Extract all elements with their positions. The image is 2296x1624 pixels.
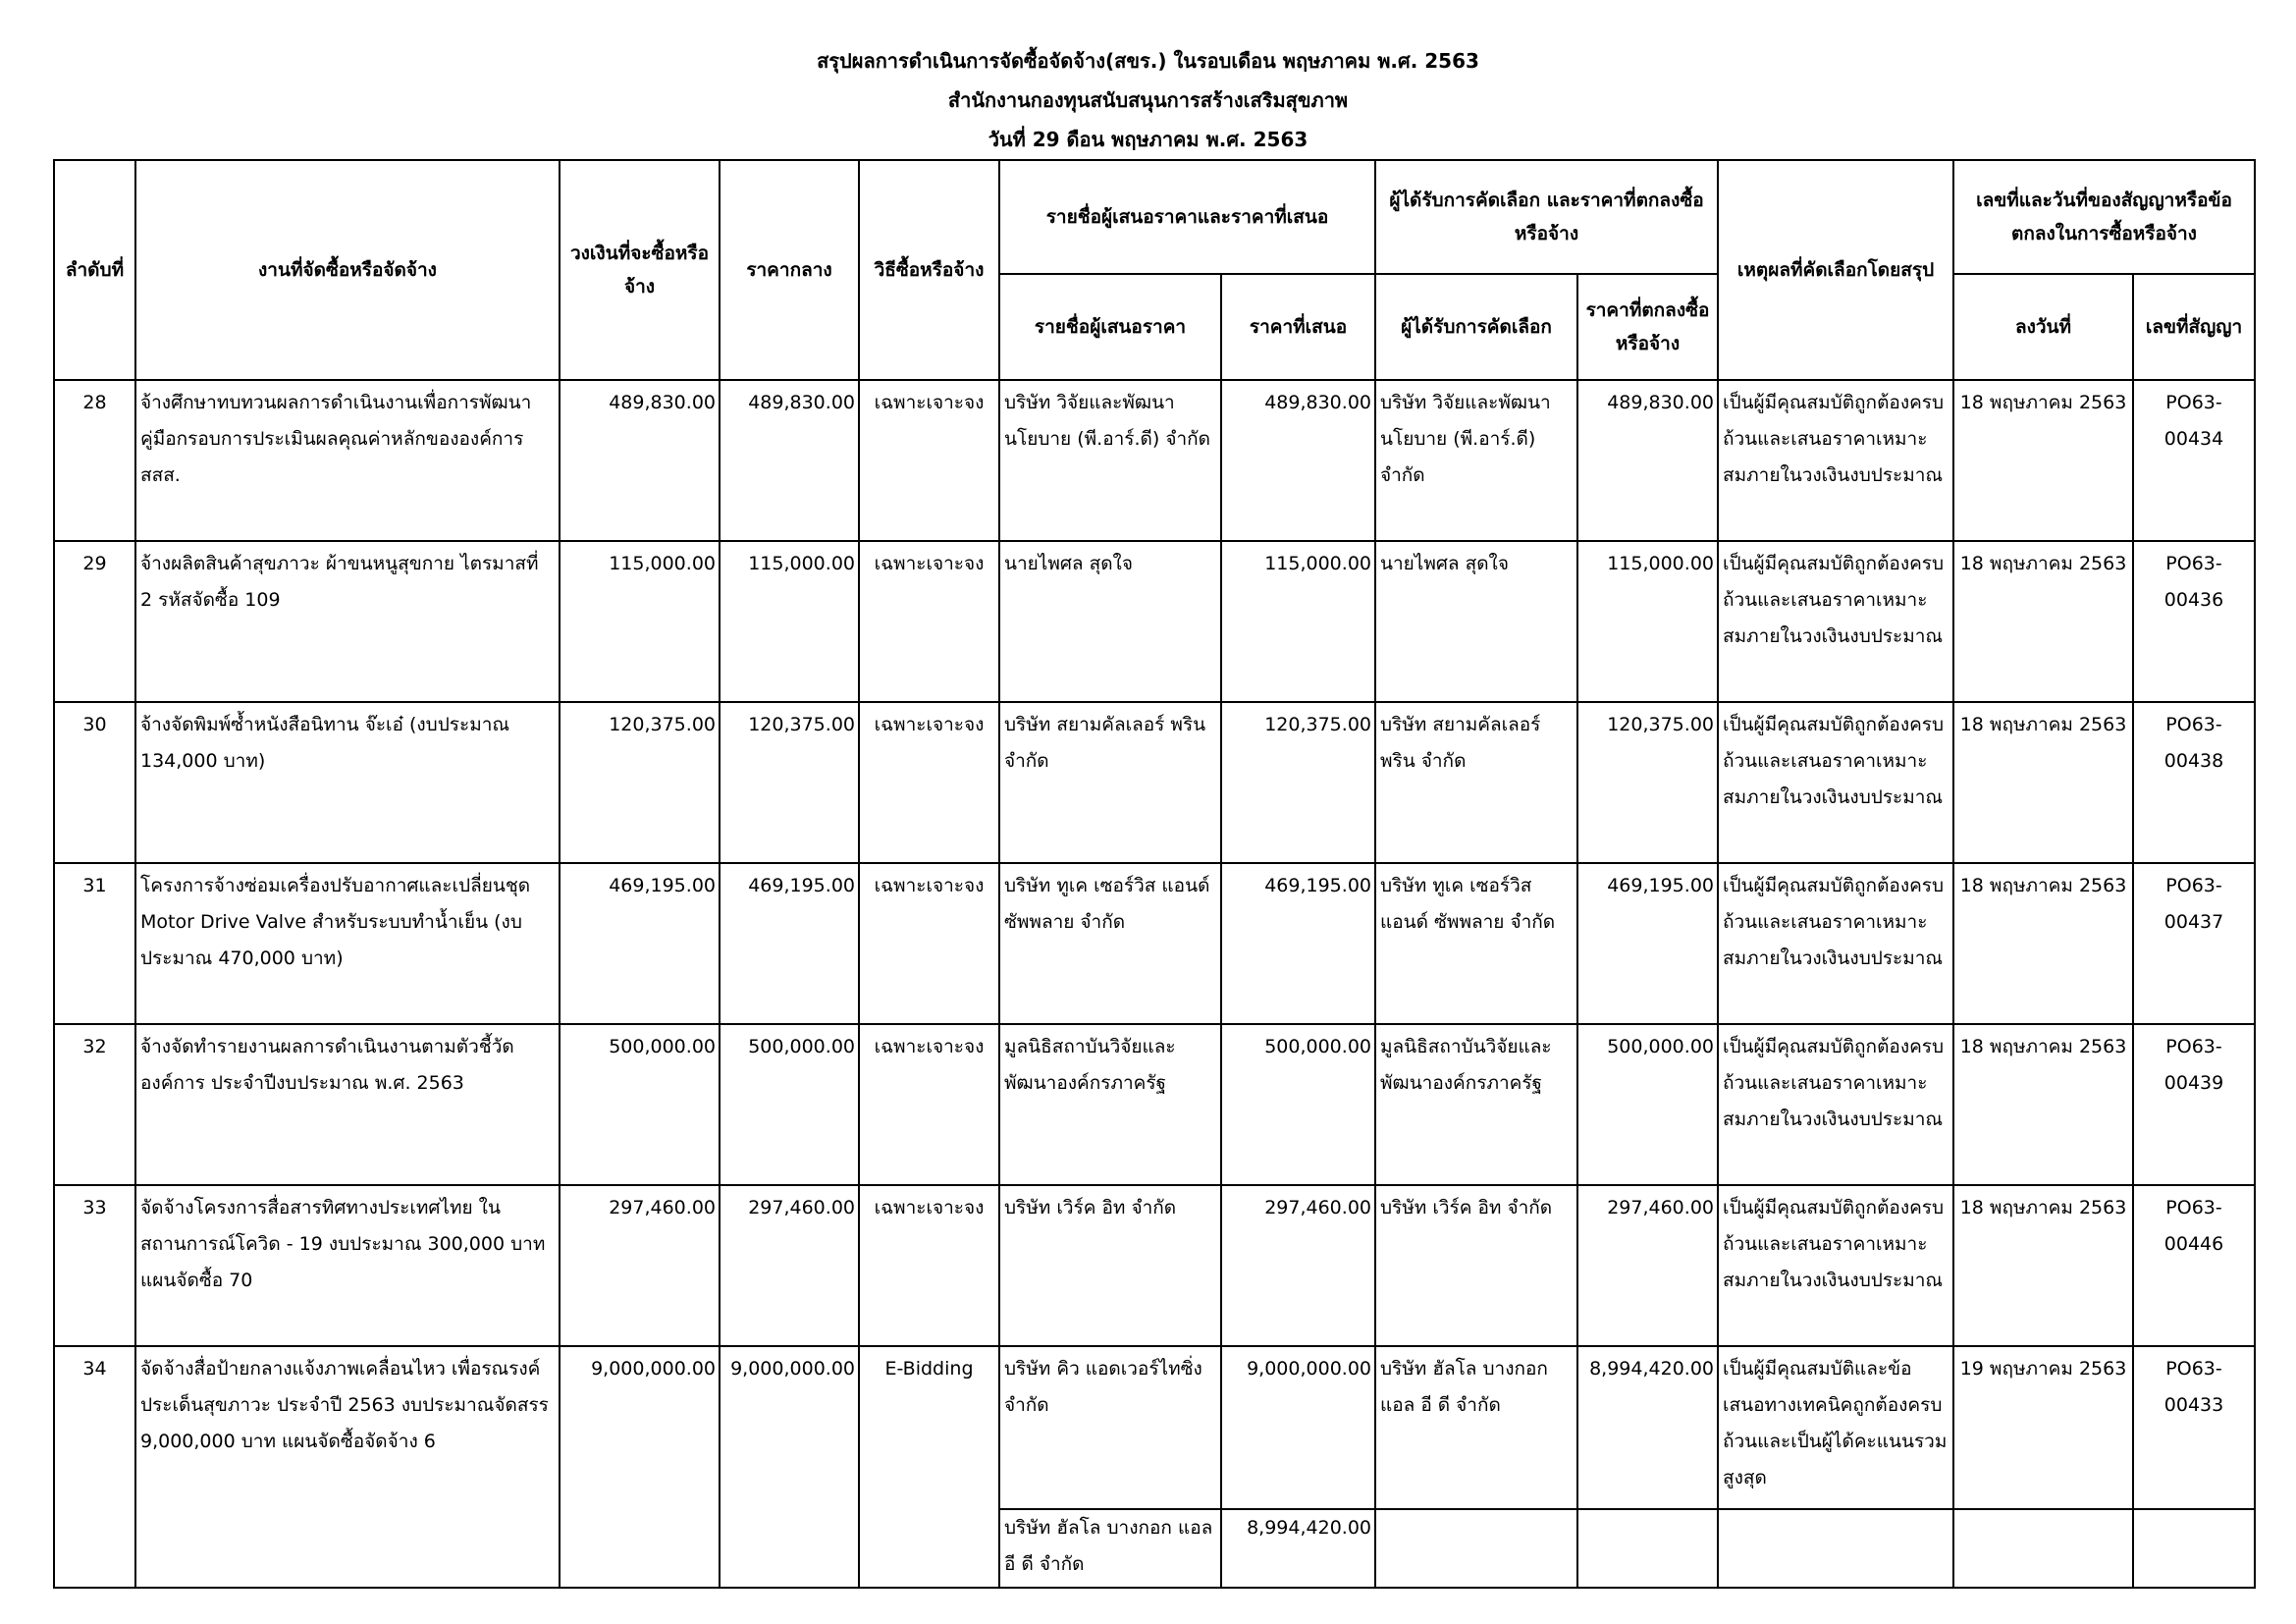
row-method: เฉพาะเจาะจง <box>859 1185 999 1346</box>
row-work: จ้างผลิตสินค้าสุขภาวะ ผ้าขนหนูสุขกาย ไตรมาสที่ 2 รหัสจัดซื้อ 109 <box>135 541 560 702</box>
row-median-price: 489,830.00 <box>720 380 859 541</box>
row-agreed-price: 469,195.00 <box>1577 863 1718 1024</box>
row-method: เฉพาะเจาะจง <box>859 702 999 863</box>
row-budget: 500,000.00 <box>560 1024 720 1185</box>
row-agreed-price: 500,000.00 <box>1577 1024 1718 1185</box>
row-work: โครงการจ้างซ่อมเครื่องปรับอากาศและเปลี่ยนชุด Motor Drive Valve สำหรับระบบทำน้ำเย็น (งบประมาณ 470,000 บาท) <box>135 863 560 1024</box>
row-median-price: 297,460.00 <box>720 1185 859 1346</box>
empty-cell <box>1577 1509 1718 1588</box>
row-work: จัดจ้างโครงการสื่อสารทิศทางประเทศไทย ในสถานการณ์โควิด - 19 งบประมาณ 300,000 บาท แผนจัดซื้อ 70 <box>135 1185 560 1346</box>
row-budget: 297,460.00 <box>560 1185 720 1346</box>
row-reason: เป็นผู้มีคุณสมบัติถูกต้องครบถ้วนและเสนอราคาเหมาะสมภายในวงเงินงบประมาณ <box>1718 1185 1953 1346</box>
empty-cell <box>1375 1509 1577 1588</box>
row-no: 30 <box>54 702 135 863</box>
row-method: เฉพาะเจาะจง <box>859 863 999 1024</box>
row-contract-date: 18 พฤษภาคม 2563 <box>1953 1185 2133 1346</box>
col-header-budget: วงเงินที่จะซื้อหรือจ้าง <box>560 160 720 380</box>
table-row <box>54 1024 2255 1185</box>
document-header <box>0 43 2296 161</box>
row-extra-bid-price: 8,994,420.00 <box>1221 1509 1375 1588</box>
row-contract-date: 18 พฤษภาคม 2563 <box>1953 541 2133 702</box>
row-method: เฉพาะเจาะจง <box>859 541 999 702</box>
row-contract-date: 18 พฤษภาคม 2563 <box>1953 380 2133 541</box>
row-work: จัดจ้างสื่อป้ายกลางแจ้งภาพเคลื่อนไหว เพื่อรณรงค์ประเด็นสุขภาวะ ประจำปี 2563 งบประมาณจัดสรร 9,000,000 บาท แผนจัดซื้อจัดจ้าง 6 <box>135 1346 560 1588</box>
row-bid-price: 120,375.00 <box>1221 702 1375 863</box>
row-bidder: บริษัท ทูเค เซอร์วิส แอนด์ ซัพพลาย จำกัด <box>999 863 1221 1024</box>
report-date: วันที่ 29 ดือน พฤษภาคม พ.ศ. 2563 <box>988 128 1308 151</box>
row-median-price: 500,000.00 <box>720 1024 859 1185</box>
row-reason: เป็นผู้มีคุณสมบัติถูกต้องครบถ้วนและเสนอราคาเหมาะสมภายในวงเงินงบประมาณ <box>1718 541 1953 702</box>
row-bidder: บริษัท วิจัยและพัฒนานโยบาย (พี.อาร์.ดี) จำกัด <box>999 380 1221 541</box>
row-selected: มูลนิธิสถาบันวิจัยและพัฒนาองค์กรภาครัฐ <box>1375 1024 1577 1185</box>
row-agreed-price: 120,375.00 <box>1577 702 1718 863</box>
row-bidder: นายไพศล สุดใจ <box>999 541 1221 702</box>
row-bidder: บริษัท เวิร์ค อิท จำกัด <box>999 1185 1221 1346</box>
col-header-work: งานที่จัดซื้อหรือจัดจ้าง <box>135 160 560 380</box>
table-row <box>54 702 2255 863</box>
row-no: 32 <box>54 1024 135 1185</box>
row-contract-no: PO63-00446 <box>2133 1185 2255 1346</box>
row-reason: เป็นผู้มีคุณสมบัติถูกต้องครบถ้วนและเสนอราคาเหมาะสมภายในวงเงินงบประมาณ <box>1718 863 1953 1024</box>
row-work: จ้างจัดทำรายงานผลการดำเนินงานตามตัวชี้วัดองค์การ ประจำปีงบประมาณ พ.ศ. 2563 <box>135 1024 560 1185</box>
row-contract-no: PO63-00436 <box>2133 541 2255 702</box>
row-budget: 469,195.00 <box>560 863 720 1024</box>
row-selected: บริษัท เวิร์ค อิท จำกัด <box>1375 1185 1577 1346</box>
row-contract-date: 19 พฤษภาคม 2563 <box>1953 1346 2133 1509</box>
empty-cell <box>1953 1509 2133 1588</box>
row-budget: 9,000,000.00 <box>560 1346 720 1588</box>
row-median-price: 469,195.00 <box>720 863 859 1024</box>
row-contract-no: PO63-00439 <box>2133 1024 2255 1185</box>
row-no: 28 <box>54 380 135 541</box>
row-contract-no: PO63-00437 <box>2133 863 2255 1024</box>
col-header-selected-group: ผู้ได้รับการคัดเลือก และราคาที่ตกลงซื้อหรือจ้าง <box>1375 160 1718 274</box>
col-header-median-price: ราคากลาง <box>720 160 859 380</box>
report-title: สรุปผลการดำเนินการจัดซื้อจัดจ้าง(สขร.) ในรอบเดือน พฤษภาคม พ.ศ. 2563 <box>817 49 1479 73</box>
procurement-table <box>53 159 2256 1589</box>
row-budget: 115,000.00 <box>560 541 720 702</box>
row-method: E-Bidding <box>859 1346 999 1588</box>
col-header-reason: เหตุผลที่คัดเลือกโดยสรุป <box>1718 160 1953 380</box>
row-work: จ้างศึกษาทบทวนผลการดำเนินงานเพื่อการพัฒนาคู่มือกรอบการประเมินผลคุณค่าหลักขององค์การ สสส. <box>135 380 560 541</box>
col-header-selected-name: ผู้ได้รับการคัดเลือก <box>1375 274 1577 380</box>
row-selected: บริษัท ฮัลโล บางกอก แอล อี ดี จำกัด <box>1375 1346 1577 1509</box>
row-contract-date: 18 พฤษภาคม 2563 <box>1953 863 2133 1024</box>
col-header-contract-date: ลงวันที่ <box>1953 274 2133 380</box>
col-header-contract-group: เลขที่และวันที่ของสัญญาหรือข้อตกลงในการซื้อหรือจ้าง <box>1953 160 2255 274</box>
table-row <box>54 863 2255 1024</box>
row-reason: เป็นผู้มีคุณสมบัติและข้อเสนอทางเทคนิคถูกต้องครบถ้วนและเป็นผู้ได้คะแนนรวมสูงสุด <box>1718 1346 1953 1509</box>
row-selected: บริษัท สยามคัลเลอร์ พริน จำกัด <box>1375 702 1577 863</box>
row-bid-price: 297,460.00 <box>1221 1185 1375 1346</box>
row-median-price: 9,000,000.00 <box>720 1346 859 1588</box>
row-bid-price: 469,195.00 <box>1221 863 1375 1024</box>
row-reason: เป็นผู้มีคุณสมบัติถูกต้องครบถ้วนและเสนอราคาเหมาะสมภายในวงเงินงบประมาณ <box>1718 1024 1953 1185</box>
row-agreed-price: 8,994,420.00 <box>1577 1346 1718 1509</box>
row-contract-date: 18 พฤษภาคม 2563 <box>1953 702 2133 863</box>
row-selected: บริษัท วิจัยและพัฒนานโยบาย (พี.อาร์.ดี) จำกัด <box>1375 380 1577 541</box>
col-header-contract-no: เลขที่สัญญา <box>2133 274 2255 380</box>
table-row <box>54 380 2255 541</box>
row-median-price: 115,000.00 <box>720 541 859 702</box>
row-agreed-price: 489,830.00 <box>1577 380 1718 541</box>
row-agreed-price: 115,000.00 <box>1577 541 1718 702</box>
col-header-bid-price: ราคาที่เสนอ <box>1221 274 1375 380</box>
row-selected: นายไพศล สุดใจ <box>1375 541 1577 702</box>
row-contract-no: PO63-00438 <box>2133 702 2255 863</box>
row-contract-no: PO63-00433 <box>2133 1346 2255 1509</box>
row-method: เฉพาะเจาะจง <box>859 1024 999 1185</box>
col-header-method: วิธีซื้อหรือจ้าง <box>859 160 999 380</box>
row-agreed-price: 297,460.00 <box>1577 1185 1718 1346</box>
row-bid-price: 500,000.00 <box>1221 1024 1375 1185</box>
empty-cell <box>2133 1509 2255 1588</box>
row-work: จ้างจัดพิมพ์ซ้ำหนังสือนิทาน จ๊ะเอ๋ (งบประมาณ 134,000 บาท) <box>135 702 560 863</box>
empty-cell <box>1718 1509 1953 1588</box>
col-header-bidders-group: รายชื่อผู้เสนอราคาและราคาที่เสนอ <box>999 160 1375 274</box>
row-reason: เป็นผู้มีคุณสมบัติถูกต้องครบถ้วนและเสนอราคาเหมาะสมภายในวงเงินงบประมาณ <box>1718 380 1953 541</box>
row-bid-price: 115,000.00 <box>1221 541 1375 702</box>
row-bidder: มูลนิธิสถาบันวิจัยและพัฒนาองค์กรภาครัฐ <box>999 1024 1221 1185</box>
table-row <box>54 1185 2255 1346</box>
table-row <box>54 541 2255 702</box>
row-no: 34 <box>54 1346 135 1588</box>
row-selected: บริษัท ทูเค เซอร์วิส แอนด์ ซัพพลาย จำกัด <box>1375 863 1577 1024</box>
row-no: 33 <box>54 1185 135 1346</box>
row-budget: 120,375.00 <box>560 702 720 863</box>
row-reason: เป็นผู้มีคุณสมบัติถูกต้องครบถ้วนและเสนอราคาเหมาะสมภายในวงเงินงบประมาณ <box>1718 702 1953 863</box>
row-bid-price: 9,000,000.00 <box>1221 1346 1375 1509</box>
col-header-no: ลำดับที่ <box>54 160 135 380</box>
col-header-agreed-price: ราคาที่ตกลงซื้อหรือจ้าง <box>1577 274 1718 380</box>
row-bid-price: 489,830.00 <box>1221 380 1375 541</box>
row-contract-no: PO63-00434 <box>2133 380 2255 541</box>
row-contract-date: 18 พฤษภาคม 2563 <box>1953 1024 2133 1185</box>
row-budget: 489,830.00 <box>560 380 720 541</box>
table-row <box>54 1346 2255 1509</box>
row-extra-bidder: บริษัท ฮัลโล บางกอก แอล อี ดี จำกัด <box>999 1509 1221 1588</box>
row-no: 31 <box>54 863 135 1024</box>
row-bidder: บริษัท สยามคัลเลอร์ พริน จำกัด <box>999 702 1221 863</box>
row-median-price: 120,375.00 <box>720 702 859 863</box>
row-bidder: บริษัท คิว แอดเวอร์ไทซิ่ง จำกัด <box>999 1346 1221 1509</box>
col-header-bidder-name: รายชื่อผู้เสนอราคา <box>999 274 1221 380</box>
row-method: เฉพาะเจาะจง <box>859 380 999 541</box>
row-no: 29 <box>54 541 135 702</box>
organization-name: สำนักงานกองทุนสนับสนุนการสร้างเสริมสุขภาพ <box>947 88 1349 112</box>
